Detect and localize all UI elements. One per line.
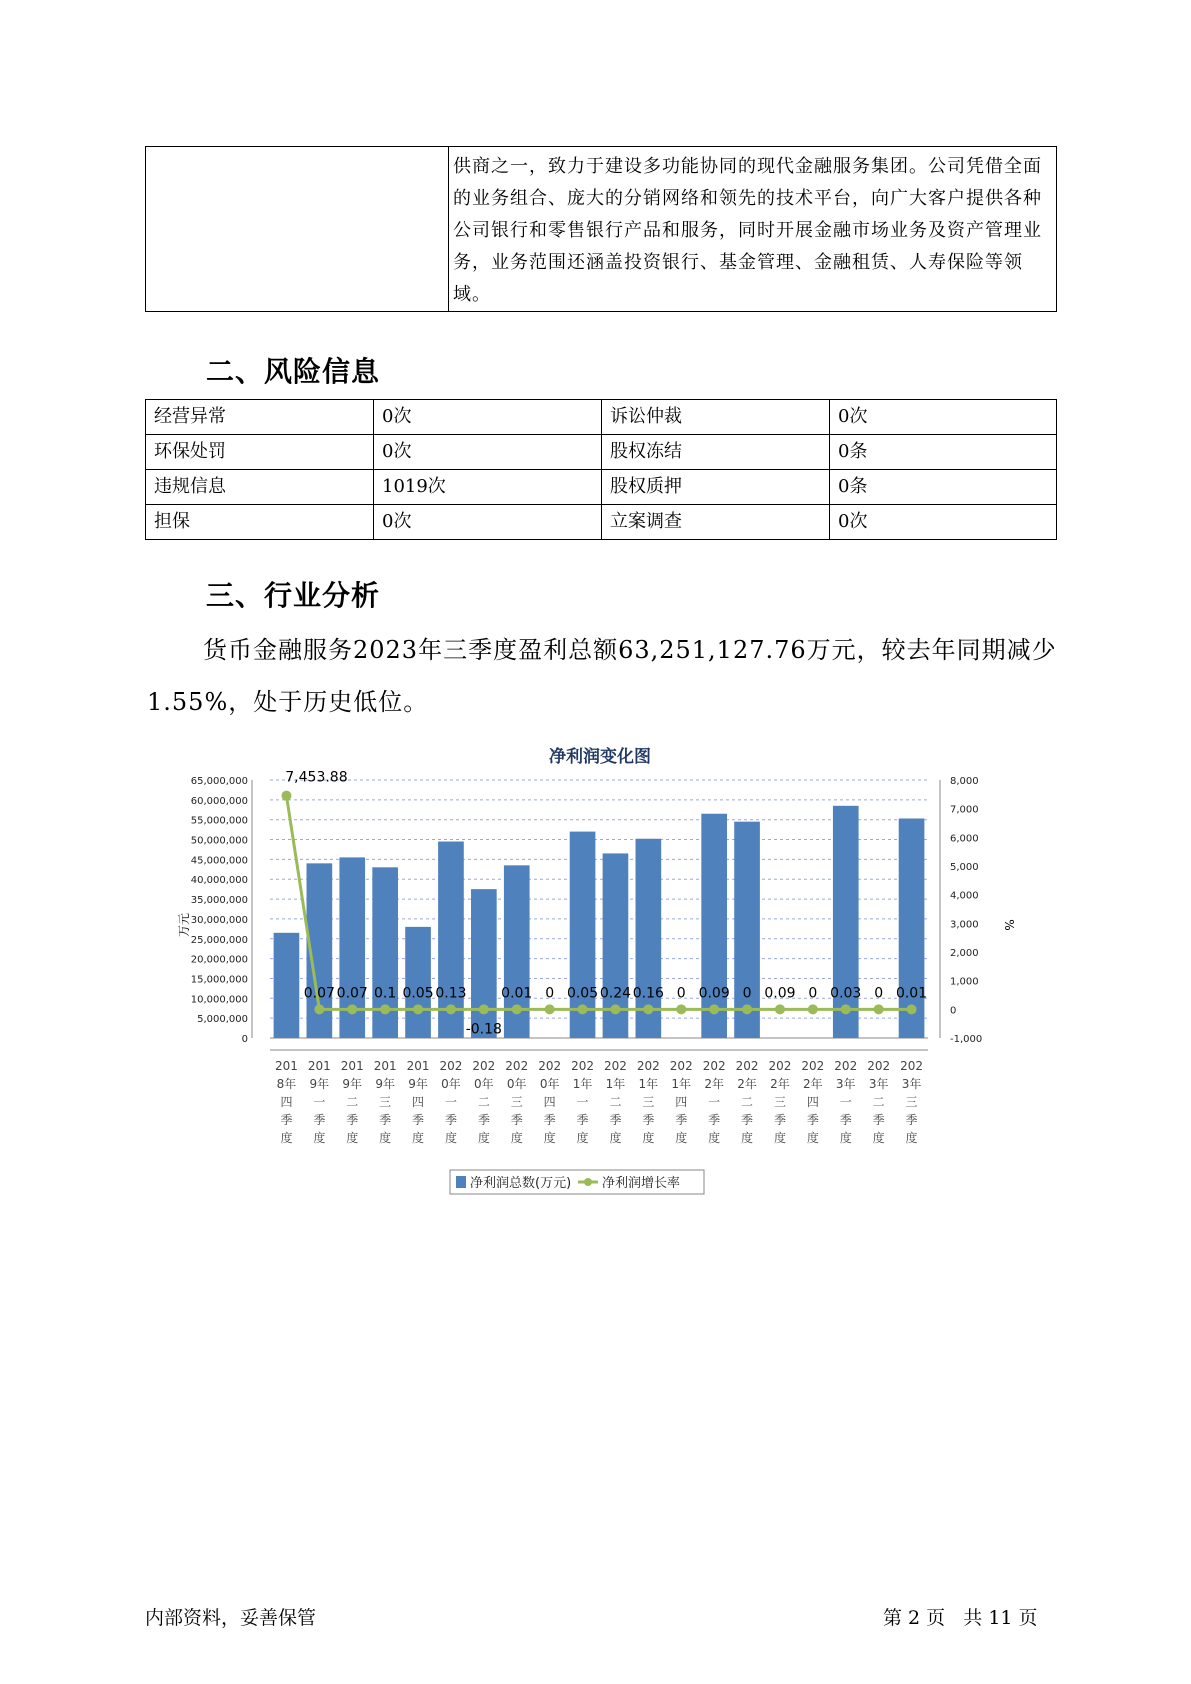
company-intro-table [145, 146, 1057, 312]
risk-label: 股权质押 [602, 470, 830, 505]
x-tick-label: 202 0年四季度 [538, 1059, 562, 1145]
y-tick-label: 15,000,000 [190, 974, 248, 986]
y-axis-left [191, 776, 252, 1045]
growth-point [281, 791, 291, 801]
risk-label: 担保 [146, 505, 374, 540]
y2-tick-label: -1,000 [950, 1034, 983, 1045]
risk-value: 0条 [830, 435, 1057, 470]
growth-point [808, 1004, 818, 1014]
y2-tick-label: 3,000 [950, 919, 979, 931]
industry-analysis-paragraph: 货币金融服务2023年三季度盈利总额63,251,127.76万元，较去年同期减少1.55%，处于历史低位。 [147, 636, 1057, 716]
risk-row [146, 470, 1057, 505]
legend-line-label: 净利润增长率 [602, 1176, 681, 1191]
y2-tick-label: 2,000 [950, 948, 979, 959]
y-tick-label: 20,000,000 [190, 954, 248, 966]
growth-point [413, 1004, 423, 1014]
x-tick-label: 202 2年一季度 [702, 1059, 726, 1145]
data-label: 0.05 [566, 985, 599, 1002]
growth-point [545, 1004, 555, 1014]
x-tick-label: 202 0年一季度 [439, 1059, 463, 1145]
data-label: 0.13 [435, 985, 467, 1002]
x-tick-label: 201 9年三季度 [373, 1059, 397, 1145]
growth-point [512, 1004, 522, 1014]
y2-tick-label: 0 [950, 1005, 957, 1017]
y2-tick-label: 8,000 [950, 776, 979, 787]
y-axis-right [940, 776, 982, 1045]
x-tick-label: 201 9年二季度 [340, 1059, 364, 1145]
growth-point [479, 1004, 489, 1014]
risk-value: 0次 [374, 505, 602, 540]
data-label: 0.01 [501, 985, 533, 1002]
data-label: 0 [545, 985, 555, 1002]
data-label: 0 [808, 985, 818, 1002]
risk-row [146, 435, 1057, 470]
x-tick-label: 201 8年四季度 [274, 1059, 298, 1145]
bar [833, 806, 859, 1038]
data-label: 0.16 [632, 985, 664, 1002]
x-tick-label: 201 9年四季度 [406, 1059, 430, 1145]
data-label: 0 [874, 985, 884, 1002]
bar [471, 889, 497, 1038]
y2-tick-label: 5,000 [950, 862, 979, 873]
growth-point [314, 1004, 324, 1014]
data-label: 0.05 [402, 985, 434, 1002]
risk-value: 0条 [830, 470, 1057, 505]
y-tick-label: 40,000,000 [190, 875, 248, 887]
x-tick-label: 202 1年四季度 [669, 1059, 693, 1145]
risk-label: 经营异常 [146, 400, 374, 435]
data-label: -0.18 [465, 1021, 502, 1038]
growth-point [610, 1004, 620, 1014]
y-axis-label: 万元 [177, 912, 191, 938]
data-label: 0.09 [698, 985, 730, 1002]
data-label: 7,453.88 [285, 769, 348, 786]
risk-label: 诉讼仲裁 [602, 400, 830, 435]
risk-label: 立案调查 [602, 505, 830, 540]
data-label: 0.24 [599, 985, 632, 1002]
chart-title: 净利润变化图 [549, 747, 651, 767]
x-tick-label: 202 0年二季度 [472, 1059, 496, 1145]
growth-point [907, 1004, 917, 1014]
data-label: 0 [742, 985, 752, 1002]
company-description: 供商之一，致力于建设多功能协同的现代金融服务集团。公司凭借全面的业务组合、庞大的分销网络和领先的技术平台，向广大客户提供各种公司银行和零售银行产品和服务，同时开展金融市场业务及资产管理业务，业务范围还涵盖投资银行、基金管理、金融租赁、人寿保险等领域。 [449, 147, 1057, 312]
legend-bar-label: 净利润总数(万元) [470, 1176, 572, 1191]
risk-row [146, 505, 1057, 540]
risk-value: 0次 [374, 400, 602, 435]
intro-label-cell [146, 147, 449, 312]
y-tick-label: 5,000,000 [197, 1014, 248, 1026]
growth-point [841, 1004, 851, 1014]
growth-point [775, 1004, 785, 1014]
x-tick-label: 202 2年三季度 [768, 1059, 792, 1145]
growth-point [874, 1004, 884, 1014]
data-label: 0.09 [764, 985, 796, 1002]
y2-tick-label: 1,000 [950, 976, 979, 988]
bar [274, 933, 300, 1038]
risk-value: 0次 [374, 435, 602, 470]
growth-point [676, 1004, 686, 1014]
data-label: 0.01 [895, 985, 928, 1002]
x-tick-label: 202 1年三季度 [636, 1059, 660, 1145]
y-tick-label: 10,000,000 [190, 994, 248, 1006]
y2-tick-label: 6,000 [950, 833, 979, 845]
x-tick-label: 202 3年三季度 [900, 1059, 924, 1145]
growth-point [742, 1004, 752, 1014]
growth-point [643, 1004, 653, 1014]
y-tick-label: 65,000,000 [190, 776, 248, 787]
x-tick-label: 202 2年四季度 [801, 1059, 825, 1145]
data-label: 0.07 [336, 985, 368, 1002]
x-tick-label: 202 3年一季度 [834, 1059, 858, 1145]
x-axis [270, 1050, 928, 1145]
risk-info-table [145, 399, 1057, 540]
growth-point [347, 1004, 357, 1014]
risk-label: 股权冻结 [602, 435, 830, 470]
data-label: 0.03 [830, 985, 862, 1002]
y-tick-label: 45,000,000 [190, 855, 248, 867]
risk-value: 0次 [830, 505, 1057, 540]
risk-value: 0次 [830, 400, 1057, 435]
bar [405, 927, 431, 1038]
x-tick-label: 202 2年二季度 [735, 1059, 759, 1145]
y2-axis-label: % [1002, 919, 1016, 931]
growth-point [578, 1004, 588, 1014]
y-tick-label: 35,000,000 [190, 895, 248, 907]
x-tick-label: 202 0年三季度 [505, 1059, 529, 1145]
risk-value: 1019次 [374, 470, 602, 505]
footer-left: 内部资料，妥善保管 [145, 1607, 317, 1629]
net-profit-chart [160, 740, 1060, 1210]
bar-series [274, 806, 928, 1038]
y-tick-label: 60,000,000 [190, 795, 248, 807]
chart-legend [450, 1170, 704, 1194]
section-heading-industry: 三、行业分析 [206, 579, 381, 612]
y-tick-label: 55,000,000 [190, 815, 248, 827]
y-tick-label: 50,000,000 [190, 835, 248, 847]
legend-bar-swatch [456, 1176, 466, 1188]
risk-label: 违规信息 [146, 470, 374, 505]
x-tick-label: 201 9年一季度 [307, 1059, 331, 1145]
y-tick-label: 30,000,000 [190, 914, 248, 926]
risk-row [146, 400, 1057, 435]
footer-page-number: 第 2 页 共 11 页 [883, 1607, 1038, 1629]
section-heading-risk: 二、风险信息 [206, 355, 381, 388]
data-label: 0 [676, 985, 686, 1002]
risk-label: 环保处罚 [146, 435, 374, 470]
x-tick-label: 202 1年二季度 [603, 1059, 627, 1145]
x-tick-label: 202 1年一季度 [571, 1059, 595, 1145]
data-label: 0.07 [303, 985, 335, 1002]
y-tick-label: 25,000,000 [190, 934, 248, 946]
y-tick-label: 0 [241, 1034, 248, 1045]
data-label: 0.1 [374, 985, 397, 1002]
y2-tick-label: 4,000 [950, 890, 979, 902]
growth-point [380, 1004, 390, 1014]
growth-point [446, 1004, 456, 1014]
y2-tick-label: 7,000 [950, 804, 979, 816]
x-tick-label: 202 3年二季度 [867, 1059, 891, 1145]
growth-point [709, 1004, 719, 1014]
legend-line-marker [584, 1178, 592, 1186]
